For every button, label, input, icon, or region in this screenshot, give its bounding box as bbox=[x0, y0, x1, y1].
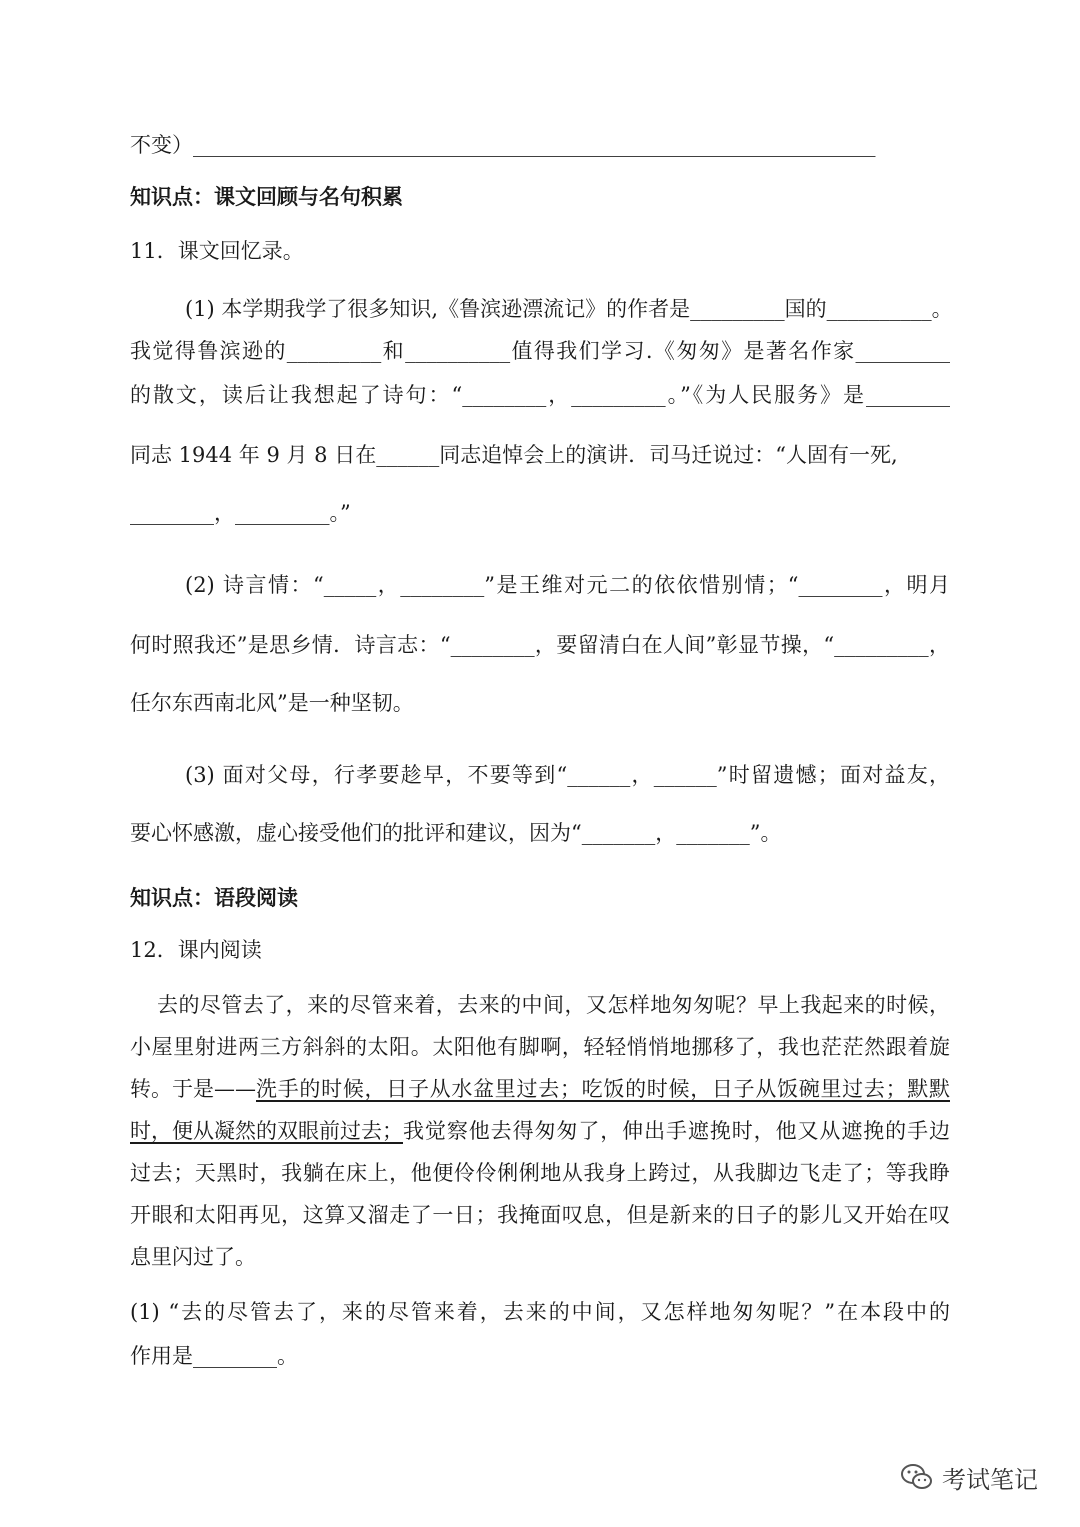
q11-part1-line4: 同志 1944 年 9 月 8 日在______同志追悼会上的演讲．司马迁说过：“人固有一死, bbox=[130, 443, 898, 467]
q11-part1-line5: ________，_________。” bbox=[130, 501, 351, 525]
reading-line-7: 息里闪过了。 bbox=[130, 1245, 256, 1269]
q11-part2-line3: 任尔东西南北风”是一种坚韧。 bbox=[130, 691, 414, 715]
q12-sub1-line1: (1) “去的尽管去了，来的尽管来着，去来的中间，又怎样地匆匆呢？”在本段中的 bbox=[130, 1300, 950, 1324]
q11-part2-line1: (2) 诗言情：“_____，________”是王维对元二的依依惜别情；“________，明月 bbox=[185, 573, 950, 597]
q11-part3-line2: 要心怀感激，虚心接受他们的批评和建议，因为“_______，_______”。 bbox=[130, 821, 782, 845]
reading-line-4 bbox=[130, 1116, 950, 1146]
reading-line-6: 开眼和太阳再见，这算又溜走了一日；我掩面叹息，但是新来的日子的影儿又开始在叹 bbox=[130, 1203, 950, 1227]
section-heading-reading: 知识点：语段阅读 bbox=[130, 886, 298, 910]
q11-part2-line2: 何时照我还”是思乡情．诗言志：“________，要留清白在人间”彰显节操，“_________， bbox=[130, 633, 950, 657]
line-continuation: 不变）_________________________________________________________________ bbox=[130, 133, 876, 157]
reading-line-4-rest: 我觉察他去得匆匆了，伸出手遮挽时，他又从遮挽的手边 bbox=[403, 1119, 950, 1143]
q11-part1-line2: 我觉得鲁滨逊的_________和__________值得我们学习.《匆匆》是著名作家_________ bbox=[130, 339, 950, 363]
reading-line-5: 过去；天黑时，我躺在床上，他便伶伶俐俐地从我身上跨过，从我脚边飞走了；等我睁 bbox=[130, 1161, 950, 1185]
wechat-icon bbox=[900, 1462, 934, 1492]
q12-sub1-line2: 作用是________。 bbox=[130, 1344, 298, 1368]
watermark bbox=[900, 1452, 1060, 1502]
reading-line-1: 去的尽管去了，来的尽管来着，去来的中间，又怎样地匆匆呢？早上我起来的时候， bbox=[157, 993, 950, 1017]
question-11-title: 11．课文回忆录。 bbox=[130, 239, 304, 263]
reading-line-3-start: 转。于是—— bbox=[130, 1077, 256, 1101]
q11-part3-line1: (3) 面对父母，行孝要趁早，不要等到“______，______”时留遗憾；面对益友， bbox=[185, 763, 950, 787]
question-12-title: 12．课内阅读 bbox=[130, 938, 262, 962]
q11-part1-line3: 的散文，读后让我想起了诗句：“________，_________。”《为人民服务》是________ bbox=[130, 383, 950, 407]
reading-line-2: 小屋里射进两三方斜斜的太阳。太阳他有脚啊，轻轻悄悄地挪移了，我也茫茫然跟着旋 bbox=[130, 1035, 950, 1059]
section-heading-review: 知识点：课文回顾与名句积累 bbox=[130, 185, 403, 209]
reading-underlined-2: 时，便从凝然的双眼前过去； bbox=[130, 1119, 403, 1143]
watermark-text: 考试笔记 bbox=[942, 1465, 1038, 1494]
reading-underlined-1: 洗手的时候，日子从水盆里过去；吃饭的时候，日子从饭碗里过去；默默 bbox=[256, 1077, 950, 1101]
reading-line-3 bbox=[130, 1074, 950, 1104]
q11-part1-line1: (1) 本学期我学了很多知识,《鲁滨逊漂流记》的作者是_________国的__________。 bbox=[185, 297, 953, 321]
